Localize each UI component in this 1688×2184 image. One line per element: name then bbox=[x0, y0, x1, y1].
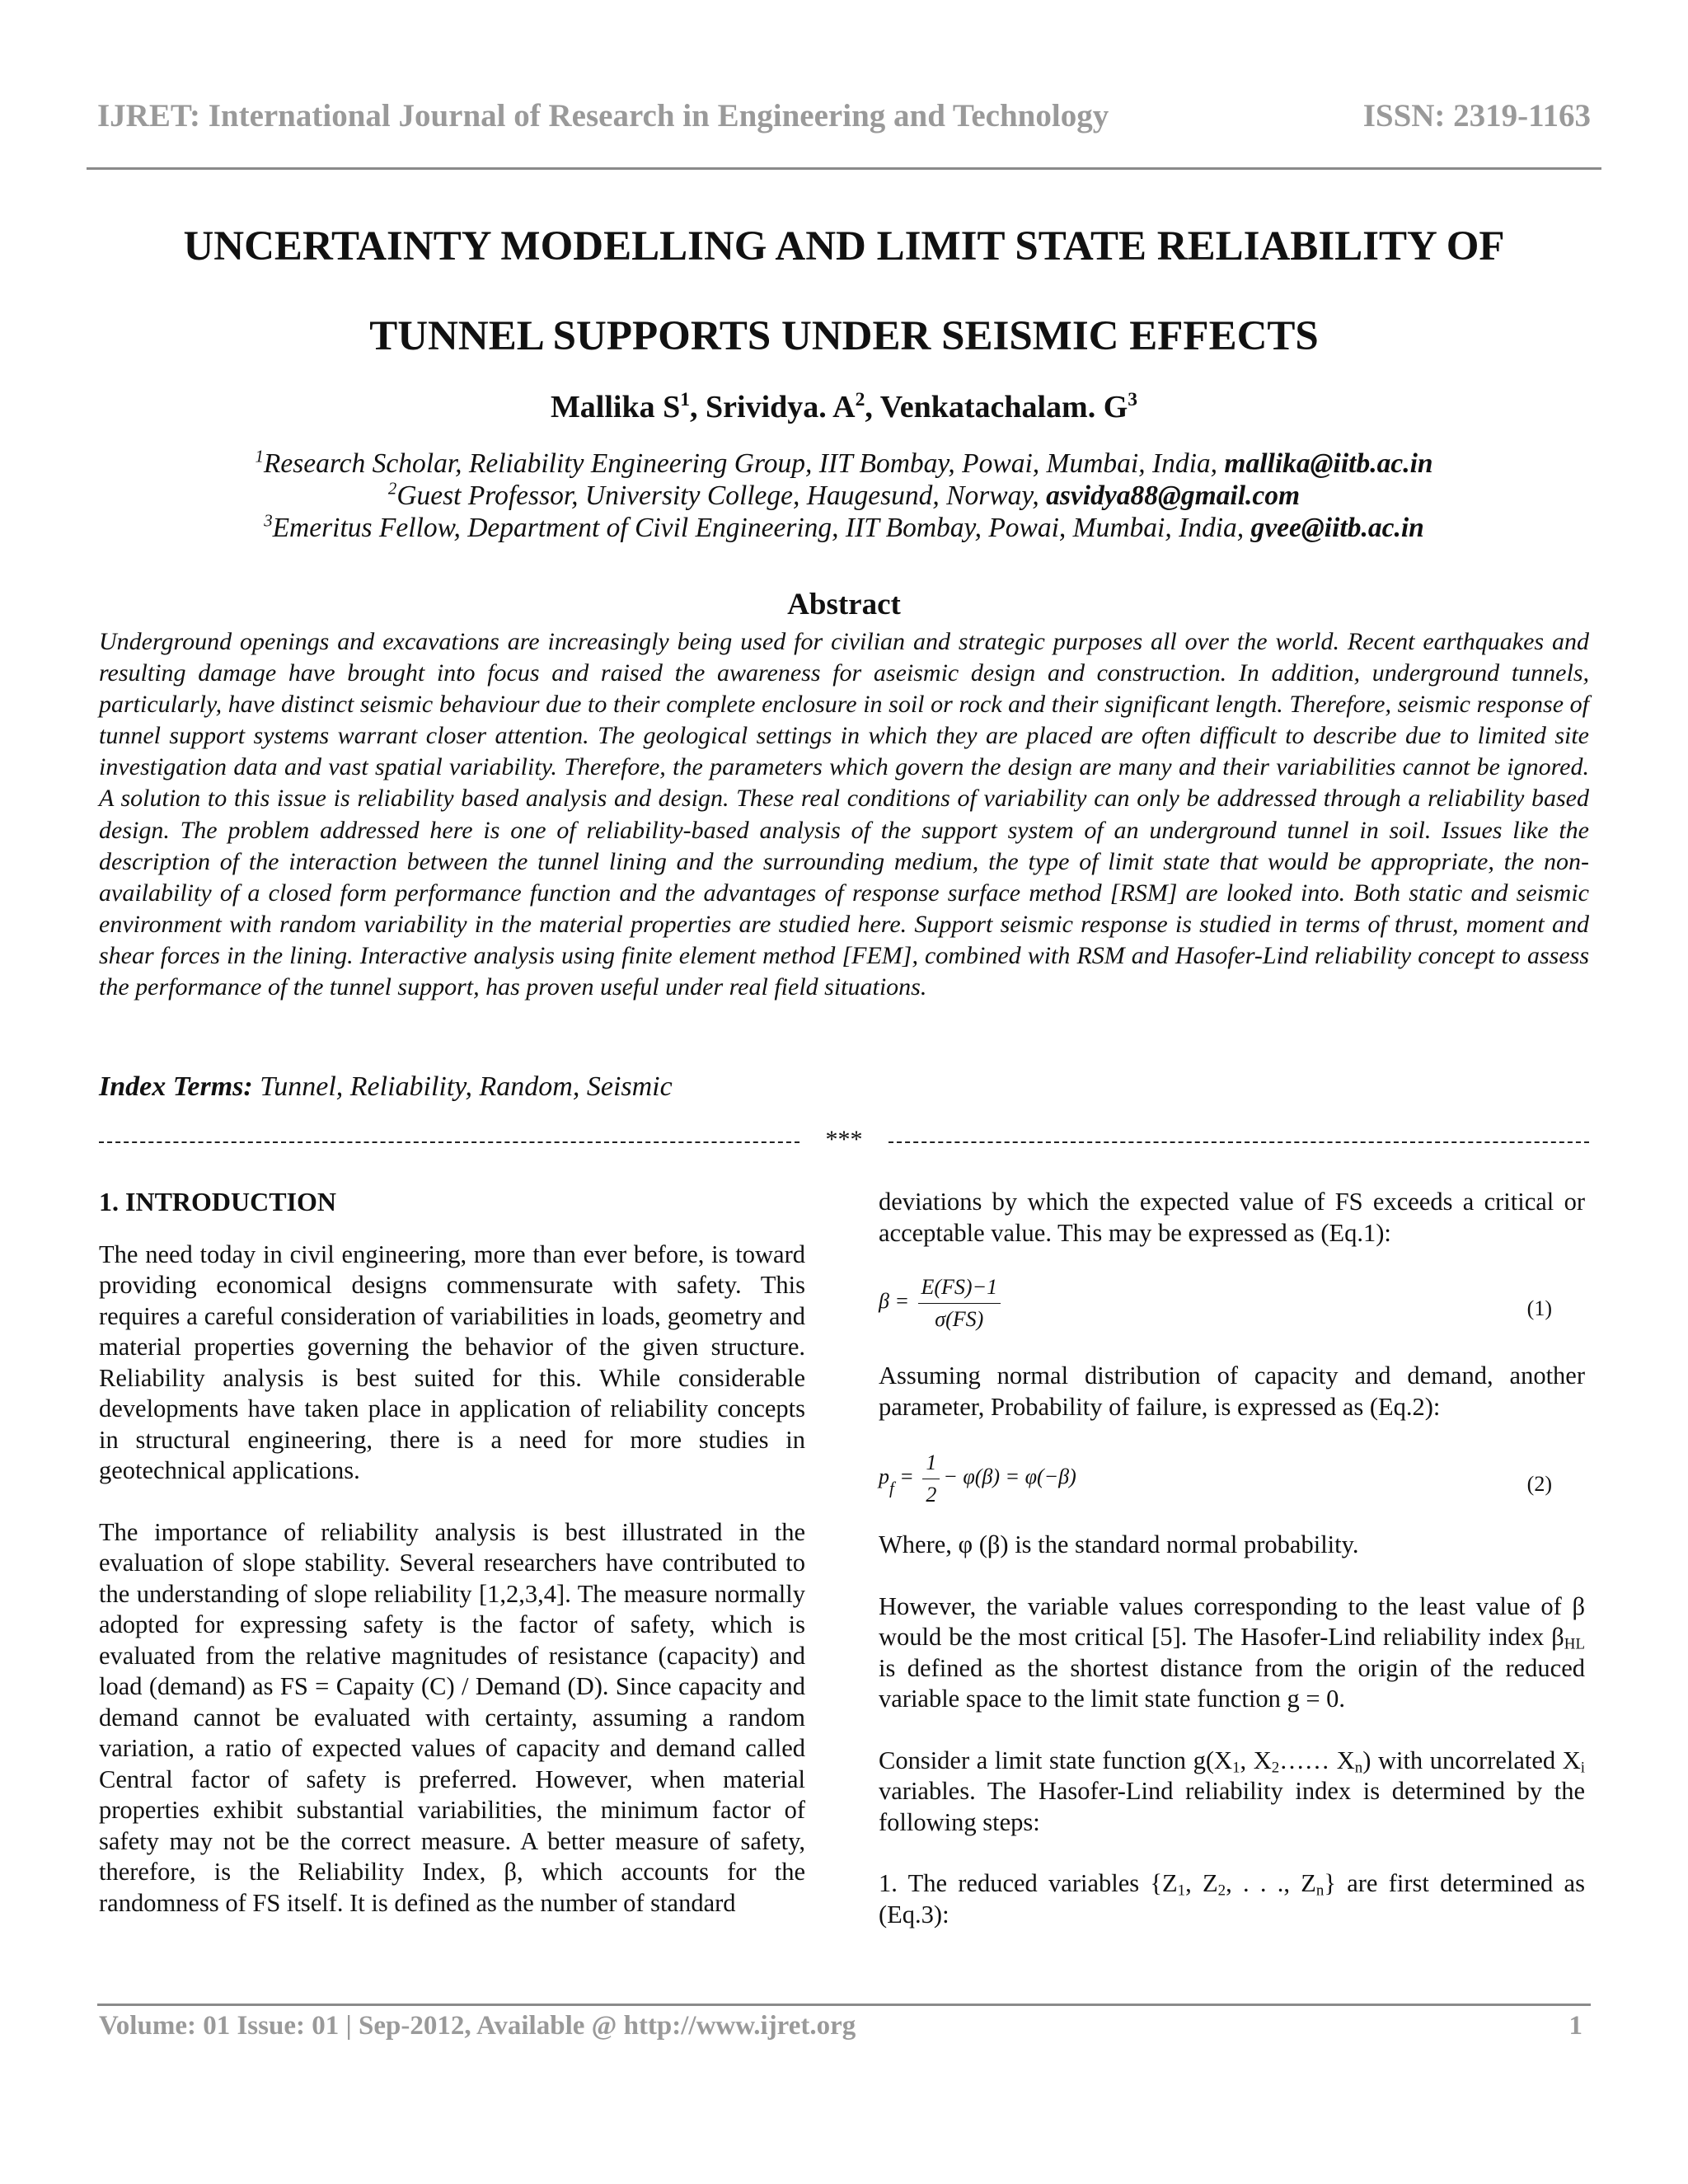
paragraph: deviations by which the expected value of FS exceeds a critical or acceptable value. This may be expressed as (Eq.1): bbox=[879, 1188, 1585, 1247]
right-column bbox=[879, 1187, 1585, 1930]
section-separator bbox=[99, 1126, 1589, 1151]
paragraph: Where, φ (β) is the standard normal probability. bbox=[879, 1530, 1359, 1558]
author-name: Srividya. A bbox=[706, 390, 856, 424]
index-terms bbox=[99, 1071, 673, 1103]
affiliation-email[interactable]: asvidya88@gmail.com bbox=[1046, 480, 1301, 511]
subscript: 1 bbox=[1232, 1759, 1240, 1777]
author-name: Mallika S bbox=[550, 390, 681, 424]
affiliation-sup: 3 bbox=[264, 511, 273, 531]
eq2-denominator: 2 bbox=[926, 1482, 937, 1507]
index-terms-label: Index Terms: bbox=[99, 1071, 253, 1102]
paragraph-text: , . . ., Z bbox=[1226, 1869, 1316, 1897]
eq2-lhs-sub: f bbox=[889, 1479, 894, 1498]
left-column bbox=[99, 1187, 805, 1919]
paragraph-text: 1. The reduced variables {Z bbox=[879, 1869, 1178, 1897]
paragraph-text: ) with uncorrelated X bbox=[1362, 1746, 1581, 1774]
page-number: 1 bbox=[1568, 2011, 1582, 2041]
paragraph: Assuming normal distribution of capacity and demand, another parameter, Probability of failure, is expressed as (Eq.2): bbox=[879, 1361, 1585, 1421]
paragraph-text: Consider a limit state function g(X bbox=[879, 1746, 1233, 1774]
affiliation-text: Emeritus Fellow, Department of Civil Engineering, IIT Bombay, Powai, Mumbai, India, bbox=[272, 513, 1251, 543]
eq2-number: (2) bbox=[1526, 1472, 1552, 1496]
author-list: Mallika $S^1$, Srividya. $A^2$, Venkatachalam. $G^3$ bbox=[550, 388, 1138, 424]
journal-name: IJRET: International Journal of Research in Engineering and Technology bbox=[97, 98, 1109, 134]
eq2-fraction bbox=[922, 1447, 940, 1510]
eq1-number: (1) bbox=[1526, 1296, 1552, 1320]
eq1-numerator: E(FS)−1 bbox=[918, 1272, 1001, 1304]
paragraph-text: is defined as the shortest distance from the origin of the reduced variable space to the limit state function g = 0. bbox=[879, 1653, 1585, 1713]
abstract-text: Underground openings and excavations are increasingly being used for civilian and strategic purposes all over the world. Recent earthquakes and resulting damage have brought into focus and raised the awareness for aseismic design and construction. In addition, underground tunnels, particularly, have distinct seismic behaviour due to their complete enclosure in soil or rock and their significant length. Therefore, seismic response of tunnel support systems warrant closer attention. The geological settings in which they are placed are often difficult to describe due to limited site investigation data and vast spatial variability. Therefore, the parameters which govern the design are many and their variabilities cannot be ignored. A solution to this issue is reliability based analysis and design. These real conditions of variability can only be addressed through a reliability based design. The problem addressed here is one of reliability-based analysis of the support system of an underground tunnel in soil. Issues like the description of the interaction between the tunnel lining and the surrounding medium, the type of limit state that would be appropriate, the non-availability of a closed form performance function and the advantages of response surface method [RSM] are looked into. Both static and seismic environment with random variability in the material properties are studied here. Support seismic response is studied in terms of thrust, moment and shear forces in the lining. Interactive analysis using finite element method [FEM], combined with RSM and Hasofer-Lind reliability concept to assess the performance of the tunnel support, has proven useful under real field situations. bbox=[99, 628, 1589, 1001]
paragraph-text: However, the variable values corresponding to the least value of β would be the most critical [5]. The Hasofer-Lind reliability index β bbox=[879, 1591, 1585, 1651]
footer-divider bbox=[97, 2004, 1591, 2006]
eq1-denominator: σ(FS) bbox=[935, 1306, 984, 1331]
affiliations bbox=[66, 448, 1622, 544]
paragraph bbox=[879, 1868, 1585, 1930]
section-heading: 1. INTRODUCTION bbox=[99, 1187, 337, 1216]
running-footer bbox=[99, 2011, 1582, 2041]
author-sup: 1 bbox=[680, 388, 691, 410]
author-sup: 3 bbox=[1128, 388, 1138, 410]
affiliation-text: Guest Professor, University College, Haugesund, Norway, bbox=[396, 480, 1047, 511]
header-divider bbox=[87, 167, 1601, 170]
paragraph-text: …… X bbox=[1279, 1746, 1355, 1774]
subscript: n bbox=[1354, 1759, 1363, 1777]
paper-title bbox=[82, 202, 1606, 382]
title-line-1: UNCERTAINTY MODELLING AND LIMIT STATE RELIABILITY OF bbox=[183, 223, 1505, 269]
paragraph-text: , X bbox=[1240, 1746, 1272, 1774]
affiliation bbox=[66, 480, 1622, 512]
eq2-equals: = bbox=[893, 1464, 920, 1488]
subscript: 2 bbox=[1271, 1759, 1280, 1777]
eq1-fraction bbox=[918, 1272, 1001, 1334]
issn: ISSN: 2319-1163 bbox=[1362, 98, 1591, 134]
eq2-rest: − φ(β) = φ(−β) bbox=[943, 1464, 1076, 1488]
affiliation-email[interactable]: mallika@iitb.ac.in bbox=[1224, 448, 1433, 479]
affiliation-email[interactable]: gvee@iitb.ac.in bbox=[1250, 513, 1424, 543]
affiliation bbox=[66, 512, 1622, 544]
subscript: 2 bbox=[1217, 1882, 1226, 1900]
equation-1 bbox=[879, 1272, 1585, 1346]
paragraph-text: , Z bbox=[1185, 1869, 1218, 1897]
paragraph-text: } are first determined as (Eq.3): bbox=[879, 1869, 1585, 1929]
title-line-2: TUNNEL SUPPORTS UNDER SEISMIC EFFECTS bbox=[369, 313, 1319, 359]
affiliation-text: Research Scholar, Reliability Engineering Group, IIT Bombay, Powai, Mumbai, India, bbox=[263, 448, 1225, 479]
separator-stars: *** bbox=[825, 1126, 863, 1153]
paragraph bbox=[879, 1591, 1585, 1715]
paragraph: The need today in civil engineering, more than ever before, is toward providing economical designs commensurate with safety. This requires a careful consideration of variabilities in loads, geometry and material properties governing the behavior of the given structure. Reliability analysis is best suited for this. While considerable developments have taken place in application of reliability concepts in structural engineering, there is a need for more studies in geotechnical applications. bbox=[99, 1240, 805, 1484]
author-name: Venkatachalam. G bbox=[879, 390, 1128, 424]
index-terms-list: Tunnel, Reliability, Random, Seismic bbox=[260, 1071, 673, 1102]
eq1-lhs: β = bbox=[879, 1288, 909, 1313]
running-header bbox=[97, 97, 1591, 134]
subscript: i bbox=[1580, 1759, 1585, 1777]
footer-volume-info: Volume: 01 Issue: 01 | Sep-2012, Available @ http://www.ijret.org bbox=[99, 2011, 856, 2041]
abstract-heading: Abstract bbox=[787, 588, 901, 621]
affiliation-sup: 2 bbox=[387, 479, 397, 499]
eq2-numerator: 1 bbox=[922, 1447, 940, 1479]
equation-2 bbox=[879, 1447, 1585, 1521]
subscript: HL bbox=[1564, 1635, 1585, 1653]
eq2-lhs: p bbox=[879, 1464, 889, 1488]
author-sup: 2 bbox=[855, 388, 865, 410]
affiliation-sup: 1 bbox=[255, 447, 264, 466]
paragraph-text: variables. The Hasofer-Lind reliability index is determined by the following steps: bbox=[879, 1777, 1585, 1836]
separator-dashes-right bbox=[889, 1141, 1589, 1143]
paragraph: The importance of reliability analysis is best illustrated in the evaluation of slope stability. Several researchers have contributed to the understanding of slope reliability [1,2,3,4]. The measure normally adopted for expressing safety is the factor of safety, which is evaluated from the relative magnitudes of resistance (capacity) and load (demand) as FS = Capaity (C) / Demand (D). Since capacity and demand cannot be evaluated with certainty, assuming a random variation, a ratio of expected values of capacity and demand called Central factor of safety is preferred. However, when material properties exhibit substantial variabilities, the minimum factor of safety may not be the correct measure. A better measure of safety, therefore, is the Reliability Index, β, which accounts for the randomness of FS itself. It is defined as the number of standard bbox=[99, 1517, 805, 1917]
paragraph bbox=[879, 1746, 1585, 1839]
subscript: n bbox=[1315, 1882, 1325, 1900]
affiliation bbox=[66, 448, 1622, 480]
subscript: 1 bbox=[1177, 1882, 1186, 1900]
